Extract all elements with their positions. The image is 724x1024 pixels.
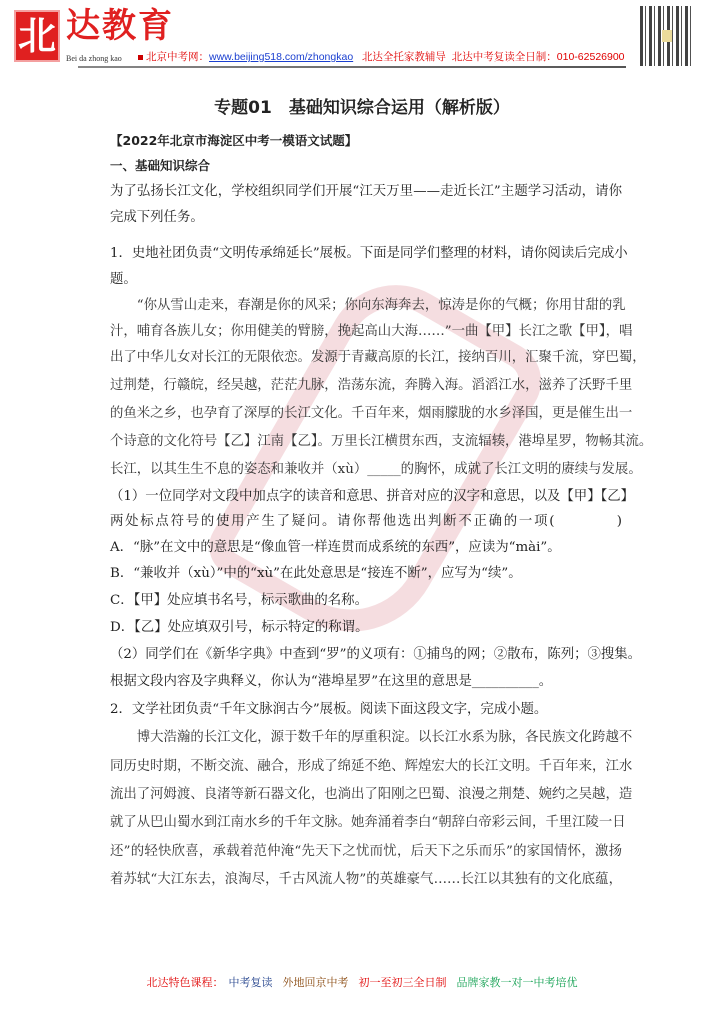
text-line: 同历史时期，不断交流、融合，形成了绵延不绝、辉煌宏大的长江文明。千百年来，江水 (110, 759, 633, 774)
brand-name: 达教育 (66, 6, 174, 46)
text-line: 长江，以其生生不息的姿态和兼收并（xù）_____的胸怀，成就了长江文明的赓续与发展。 (110, 462, 642, 477)
text-line: 题。 (110, 272, 137, 287)
site-label: 北京中考网： (146, 51, 209, 63)
text-line: 就了从巴山蜀水到江南水乡的千年文脉。她奔涌着李白“朝辞白帝彩云间，千里江陵一日 (110, 815, 626, 830)
bullet-icon (138, 55, 143, 60)
text-line: （1）一位同学对文段中加点字的读音和意思、拼音对应的汉字和意思，以及【甲】【乙】 (110, 489, 635, 504)
section-heading: 一、基础知识综合 (110, 158, 211, 173)
text-line: “你从雪山走来，春潮是你的风采；你向东海奔去，惊涛是你的气概；你用甘甜的乳 (110, 298, 626, 313)
text-line: A．“脉”在文中的意思是“像血管一样连贯而成系统的东西”，应读为“mài”。 (110, 540, 561, 555)
footer-item: 中考复读 (228, 977, 273, 989)
source-heading: 【2022年北京市海淀区中考一模语文试题】 (110, 133, 358, 148)
header-bar (138, 51, 625, 64)
promo-phone: 北达中考复读全日制：010-62526900 (451, 51, 625, 63)
site-link[interactable]: www.beijing518.com/zhongkao (209, 51, 354, 63)
text-line: 着苏轼“大江东去，浪淘尽，千古风流人物”的英雄豪气……长江以其独有的文化底蕴， (110, 872, 622, 887)
text-line: 流出了河姆渡、良渚等新石器文化，也淌出了阳刚之巴蜀、浪漫之荆楚、婉约之吴越，造 (110, 787, 633, 802)
text-line: 还”的轻快欣喜，承载着范仲淹“先天下之忧而忧，后天下之乐而乐”的家国情怀，激扬 (110, 844, 622, 859)
text-line: 2．文学社团负责“千年文脉润古今”展板。阅读下面这段文字，完成小题。 (110, 702, 548, 717)
text-line: 为了弘扬长江文化，学校组织同学们开展“江天万里——走近长江”主题学习活动，请你 (110, 184, 622, 199)
text-line: C．【甲】处应填书名号，标示歌曲的名称。 (110, 593, 368, 608)
text-line: 博大浩瀚的长江文化，源于数千年的厚重积淀。以长江水系为脉，各民族文化跨越不 (110, 730, 633, 745)
footer-item: 外地回京中考 (282, 977, 349, 989)
logo-mark: 北 (14, 10, 60, 62)
footer-label: 北达特色课程： (146, 977, 224, 989)
brand-subtitle: Bei da zhong kao (66, 54, 122, 63)
text-line: 完成下列任务。 (110, 210, 204, 225)
footer-item: 品牌家教一对一中考培优 (456, 977, 578, 989)
text-line: D．【乙】处应填双引号，标示特定的称谓。 (110, 620, 369, 635)
header-divider (78, 66, 626, 68)
text-line: 1．史地社团负责“文明传承绵延长”展板。下面是同学们整理的材料，请你阅读后完成小 (110, 246, 628, 261)
text-line: 汁，哺育各族儿女；你用健美的臂膀，挽起高山大海……”一曲【甲】长江之歌【甲】，唱 (110, 324, 633, 339)
text-line: 的鱼米之乡，也孕育了深厚的长江文化。千百年来，烟雨朦胧的水乡泽国，更是催生出一 (110, 406, 633, 421)
text-line: 两处标点符号的使用产生了疑问。请你帮他选出判断不正确的一项( ) (110, 514, 622, 529)
promo-tutoring: 北达全托家教辅导 (361, 51, 446, 63)
footer (0, 974, 724, 990)
text-line: 出了中华儿女对长江的无限依恋。发源于青藏高原的长江，接纳百川，汇聚千流，穿巴蜀， (110, 350, 646, 365)
text-line: B．“兼收并（xù）”中的“xù”在此处意思是“接连不断”，应写为“续”。 (110, 566, 522, 581)
qr-code (640, 6, 694, 66)
text-line: 根据文段内容及字典释义，你认为“港埠星罗”在这里的意思是__________。 (110, 674, 553, 689)
text-line: 过荆楚，行赣皖，经吴越，茫茫九脉，浩荡东流，奔腾入海。滔滔江水，滋养了沃野千里 (110, 378, 633, 393)
text-line: （2）同学们在《新华字典》中查到“罗”的义项有：①捕鸟的网；②散布，陈列；③搜集。 (110, 647, 642, 662)
page-title: 专题01 基础知识综合运用（解析版） (214, 98, 510, 118)
footer-item: 初一至初三全日制 (358, 977, 447, 989)
text-line: 个诗意的文化符号【乙】江南【乙】。万里长江横贯东西，支流辐辏，港埠星罗，物畅其流。 (110, 434, 653, 449)
